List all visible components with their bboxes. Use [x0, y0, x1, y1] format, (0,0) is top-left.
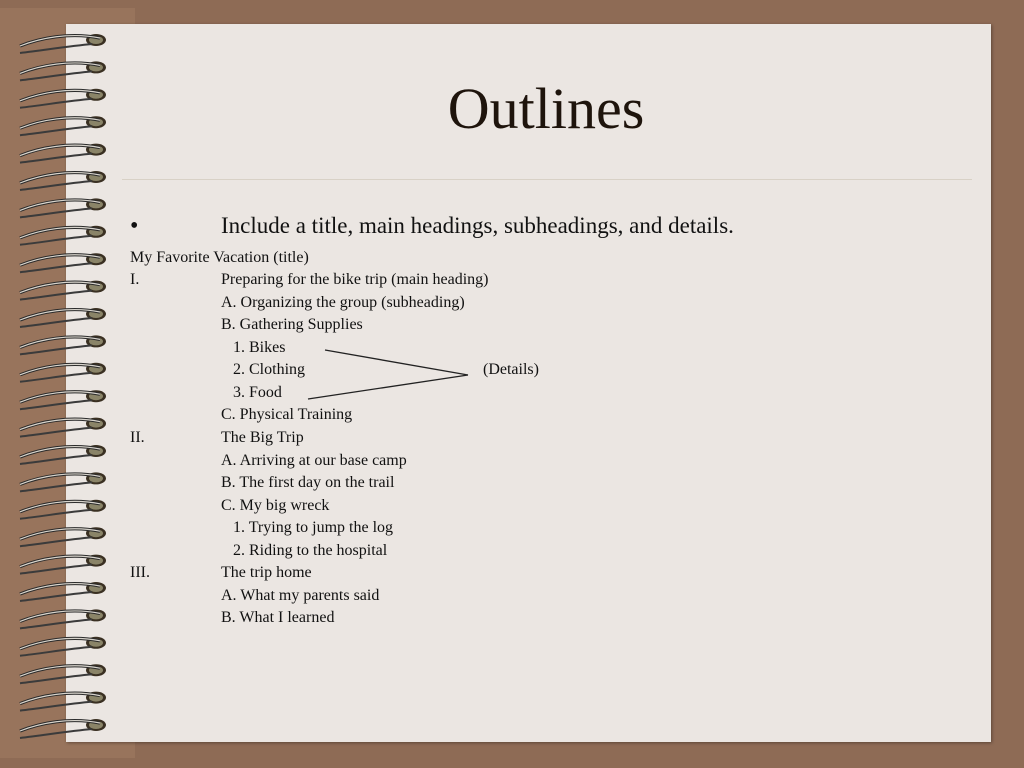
outline-subheading: B. What I learned — [221, 609, 335, 626]
title-divider — [122, 179, 972, 180]
outline-numeral: III. — [130, 564, 150, 581]
spiral-ring-icon — [20, 555, 106, 574]
outline-detail: 1. Trying to jump the log — [233, 519, 394, 536]
spiral-ring-icon — [20, 144, 106, 163]
outline-detail: 2. Clothing — [233, 361, 306, 378]
outline-detail: 3. Food — [233, 384, 282, 401]
outline-main-heading: Preparing for the bike trip (main heading) — [221, 271, 489, 288]
outline-detail: 1. Bikes — [233, 339, 286, 356]
spiral-ring-icon — [20, 418, 106, 437]
outline-subheading: A. Organizing the group (subheading) — [221, 294, 465, 311]
outline-numeral: I. — [130, 271, 140, 288]
outline-heading: My Favorite Vacation (title) — [130, 249, 309, 266]
slide-title: Outlines — [447, 76, 645, 141]
outline-subheading: A. What my parents said — [221, 587, 380, 604]
outline-main-heading: The trip home — [221, 564, 312, 581]
spiral-ring-icon — [20, 363, 106, 382]
spiral-ring-icon — [20, 171, 106, 190]
outline-subheading: B. The first day on the trail — [221, 474, 395, 491]
spiral-ring-icon — [20, 335, 106, 354]
outline-subheading: A. Arriving at our base camp — [221, 452, 407, 469]
spiral-ring-icon — [20, 226, 106, 245]
outline-numeral: II. — [130, 429, 145, 446]
bullet-text: Include a title, main headings, subheadings, and details. — [221, 213, 734, 238]
spiral-ring-icon — [20, 308, 106, 327]
outline-subheading: C. My big wreck — [221, 497, 330, 514]
outline-main-heading: The Big Trip — [221, 429, 304, 446]
spiral-ring-icon — [20, 198, 106, 217]
spiral-ring-icon — [20, 609, 106, 628]
spiral-ring-icon — [20, 472, 106, 491]
bullet-icon: • — [130, 213, 139, 239]
spiral-ring-icon — [20, 390, 106, 409]
spiral-ring-icon — [20, 500, 106, 519]
spiral-ring-icon — [20, 34, 106, 53]
outline-subheading: B. Gathering Supplies — [221, 316, 363, 333]
spiral-ring-icon — [20, 527, 106, 546]
details-label: (Details) — [483, 361, 539, 378]
spiral-ring-icon — [20, 445, 106, 464]
spiral-ring-icon — [20, 719, 106, 738]
outline-subheading: C. Physical Training — [221, 406, 353, 423]
spiral-ring-icon — [20, 692, 106, 711]
spiral-ring-icon — [20, 664, 106, 683]
spiral-ring-icon — [20, 281, 106, 300]
spiral-ring-icon — [20, 582, 106, 601]
spiral-ring-icon — [20, 253, 106, 272]
spiral-ring-icon — [20, 637, 106, 656]
outline-detail: 2. Riding to the hospital — [233, 542, 388, 559]
